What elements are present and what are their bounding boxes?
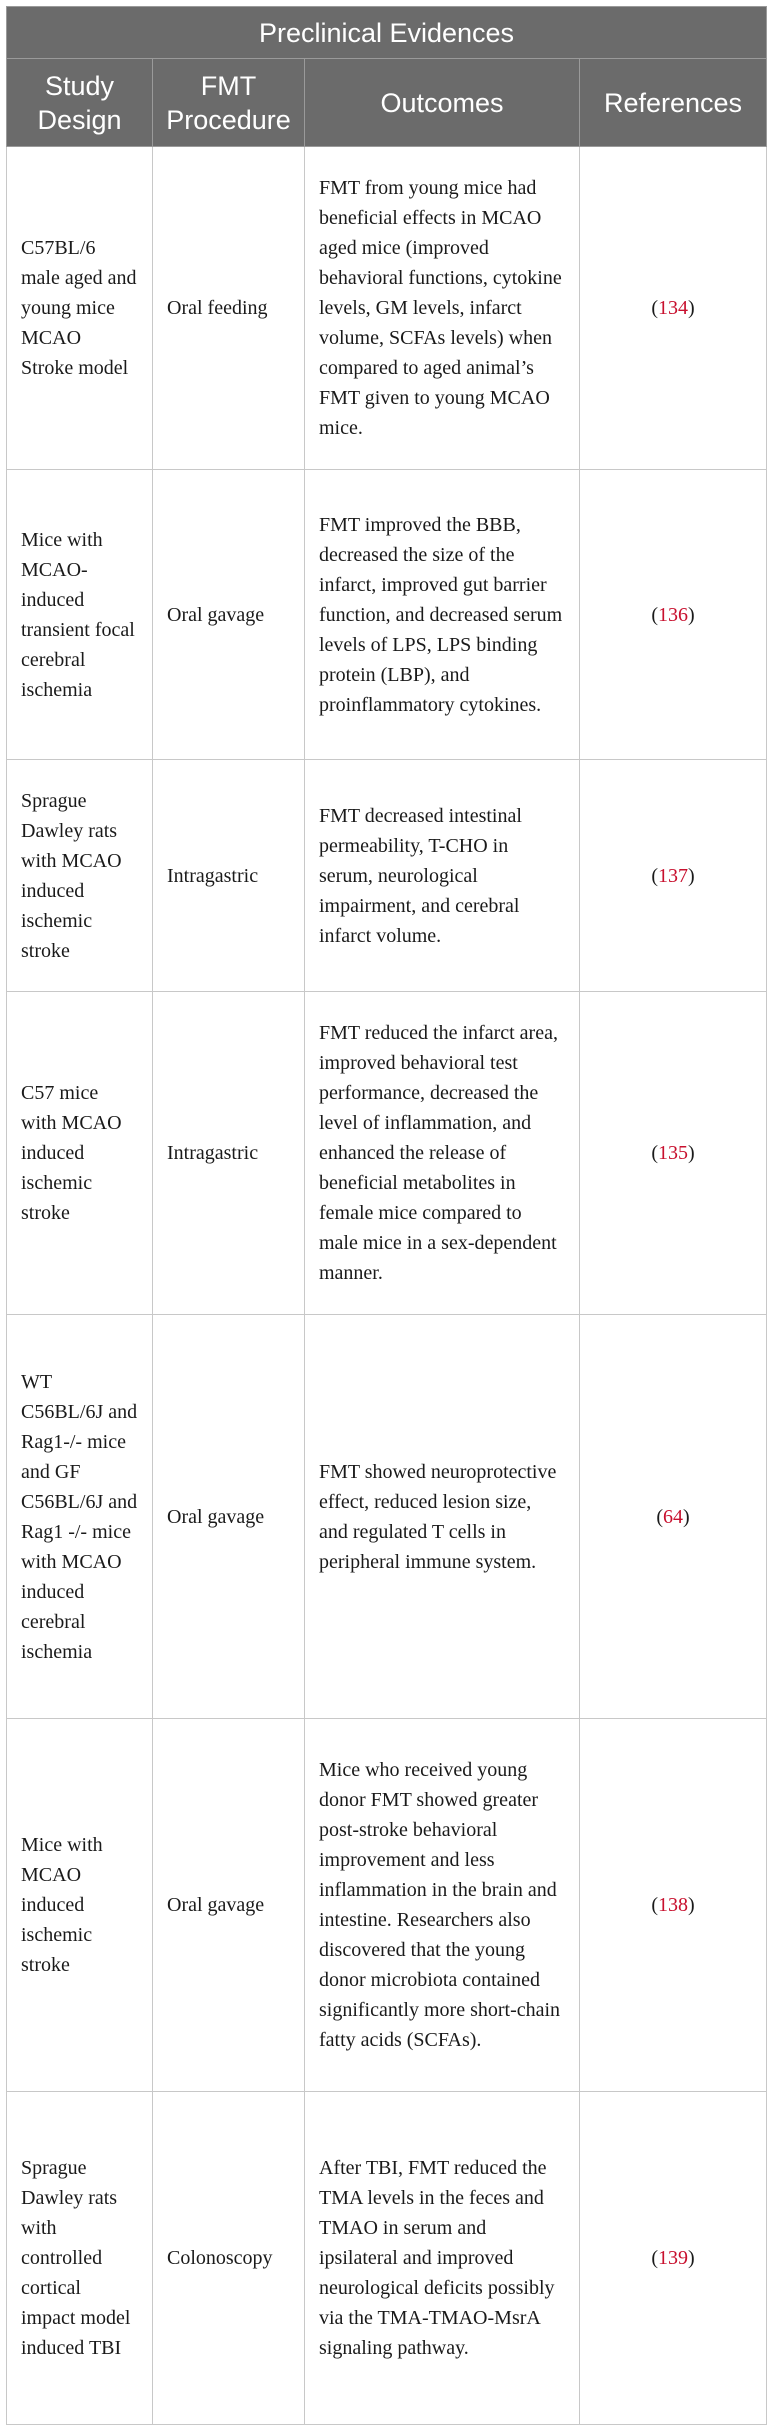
column-header-study-design: Study Design <box>7 59 153 147</box>
reference-link[interactable]: 137 <box>658 864 688 887</box>
outcome-cell: FMT reduced the infarct area, improved behavioral test performance, decreased the level of inflammation, and enhanced the release of beneficial metabolites in female mice compared to male mice in a sex-dependent manner. <box>305 992 580 1315</box>
study-design-cell: Mice with MCAO induced ischemic stroke <box>7 1718 153 2091</box>
outcome-cell: FMT from young mice had beneficial effects in MCAO aged mice (improved behavioral functions, cytokine levels, GM levels, infarct volume, SCFAs levels) when compared to aged animal’s FMT given to young MCAO mice. <box>305 147 580 470</box>
table-row <box>7 1315 767 1719</box>
outcome-cell: FMT showed neuroprotective effect, reduced lesion size, and regulated T cells in peripheral immune system. <box>305 1315 580 1719</box>
study-design-cell: C57 mice with MCAO induced ischemic stroke <box>7 992 153 1315</box>
column-header-references: References <box>580 59 767 147</box>
outcome-cell: After TBI, FMT reduced the TMA levels in the feces and TMAO in serum and ipsilateral and improved neurological deficits possibly via the TMA-TMAO-MsrA signaling pathway. <box>305 2092 580 2425</box>
reference-cell: (134) <box>580 147 767 470</box>
reference-link[interactable]: 134 <box>658 296 688 319</box>
study-design-cell: WT C56BL/6J and Rag1-/- mice and GF C56BL/6J and Rag1 -/- mice with MCAO induced cerebral ischemia <box>7 1315 153 1719</box>
reference-link[interactable]: 136 <box>658 603 688 626</box>
reference-cell: (137) <box>580 760 767 992</box>
fmt-procedure-cell: Oral gavage <box>153 1315 305 1719</box>
preclinical-evidence-table <box>6 6 767 2425</box>
reference-cell: (64) <box>580 1315 767 1719</box>
table-row <box>7 469 767 760</box>
reference-cell: (138) <box>580 1718 767 2091</box>
table-row <box>7 147 767 470</box>
outcome-cell: FMT improved the BBB, decreased the size of the infarct, improved gut barrier function, and decreased serum levels of LPS, LPS binding protein (LBP), and proinflammatory cytokines. <box>305 469 580 760</box>
table-row <box>7 2092 767 2425</box>
reference-cell: (136) <box>580 469 767 760</box>
column-header-outcomes: Outcomes <box>305 59 580 147</box>
fmt-procedure-cell: Intragastric <box>153 992 305 1315</box>
fmt-procedure-cell: Oral gavage <box>153 1718 305 2091</box>
outcome-cell: FMT decreased intestinal permeability, T-CHO in serum, neurological impairment, and cerebral infarct volume. <box>305 760 580 992</box>
study-design-cell: Sprague Dawley rats with MCAO induced ischemic stroke <box>7 760 153 992</box>
reference-link[interactable]: 64 <box>663 1505 683 1528</box>
fmt-procedure-cell: Oral gavage <box>153 469 305 760</box>
reference-link[interactable]: 139 <box>658 2247 688 2270</box>
reference-cell: (135) <box>580 992 767 1315</box>
table-row <box>7 760 767 992</box>
table-row <box>7 1718 767 2091</box>
fmt-procedure-cell: Colonoscopy <box>153 2092 305 2425</box>
reference-link[interactable]: 135 <box>658 1142 688 1165</box>
study-design-cell: C57BL/6 male aged and young mice MCAO Stroke model <box>7 147 153 470</box>
column-header-fmt-procedure: FMT Procedure <box>153 59 305 147</box>
reference-link[interactable]: 138 <box>658 1893 688 1916</box>
table-title: Preclinical Evidences <box>7 7 767 59</box>
fmt-procedure-cell: Intragastric <box>153 760 305 992</box>
reference-cell: (139) <box>580 2092 767 2425</box>
study-design-cell: Mice with MCAO-induced transient focal cerebral ischemia <box>7 469 153 760</box>
outcome-cell: Mice who received young donor FMT showed greater post-stroke behavioral improvement and less inflammation in the brain and intestine. Researchers also discovered that the young donor microbiota contained significantly more short-chain fatty acids (SCFAs). <box>305 1718 580 2091</box>
fmt-procedure-cell: Oral feeding <box>153 147 305 470</box>
study-design-cell: Sprague Dawley rats with controlled cortical impact model induced TBI <box>7 2092 153 2425</box>
table-row <box>7 992 767 1315</box>
